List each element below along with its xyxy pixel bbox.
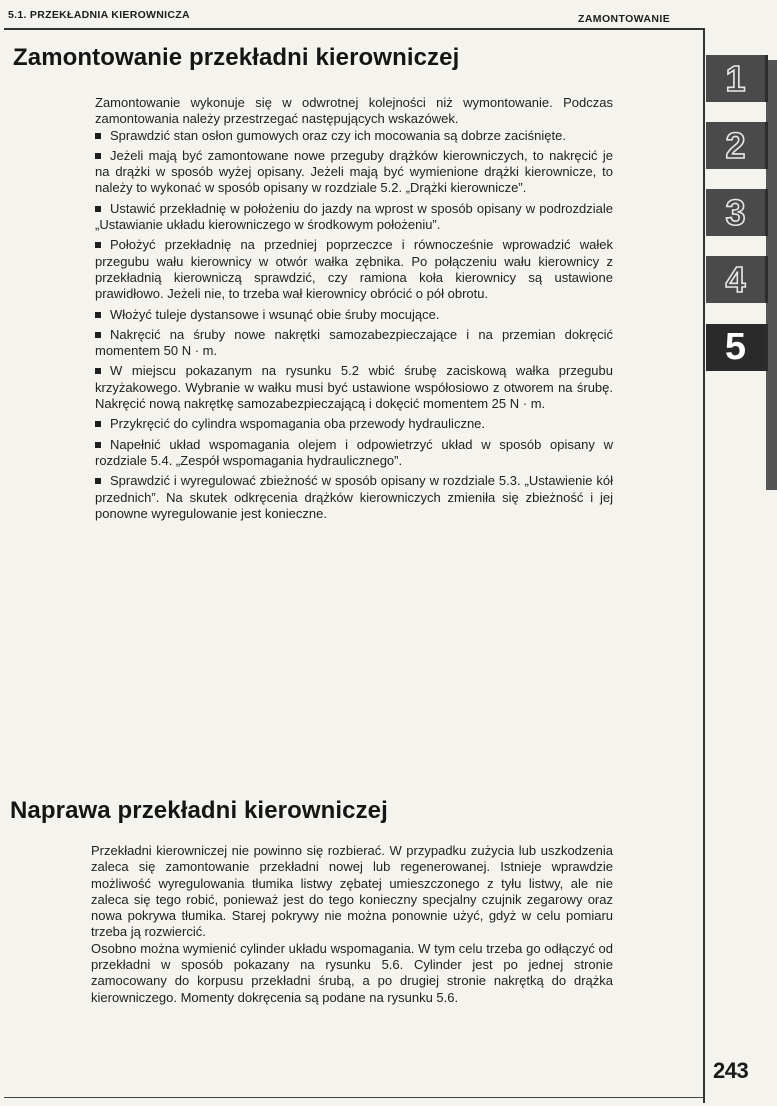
square-bullet-icon <box>95 478 101 484</box>
assembly-instructions <box>95 95 613 526</box>
page-edge-strip <box>766 60 777 490</box>
bullet-item: Włożyć tuleje dystansowe i wsunąć obie śruby mocujące. <box>95 307 613 323</box>
chapter-tab-1: 1 <box>706 55 765 102</box>
footer-rule <box>4 1097 704 1098</box>
repair-instructions <box>91 843 613 1006</box>
chapter-tab-2: 2 <box>706 122 765 169</box>
repair-paragraph: Przekładni kierowniczej nie powinno się rozbierać. W przypadku zużycia lub uszkodzenia zaleca się zamontowanie przekładni nowej lub regenerowanej. Istnieje wprawdzie możliwość wyregulowania tłumika listwy zębatej umieszczonego z tyłu listwy, ale nie zaleca się tego robić, ponieważ jest do tego konieczny specjalny czujnik zegarowy oraz nowa pokrywa tłumika. Starej pokrywy nie można ponownie użyć, gdyż w celu pomiaru trzeba ją rozwiercić. <box>91 843 613 940</box>
margin-rule <box>703 28 705 1103</box>
bullet-item: Sprawdzić i wyregulować zbieżność w sposób opisany w rozdziale 5.3. „Ustawienie kół przednich”. Na skutek odkręcenia drążków kierowniczych zmieniła się zbieżność i jej ponowne wyregulowanie jest konieczne. <box>95 473 613 521</box>
chapter-tab-5-active: 5 <box>706 324 765 371</box>
bullet-item: Położyć przekładnię na przedniej poprzeczce i równocześnie wprowadzić wałek przegubu wału kierownicy w otwór wałka zębnika. Po połączeniu wału kierownicy z przekładnią kierowniczą sprawdzić, czy ramiona koła kierownicy są ustawione prawidłowo. Jeżeli nie, to trzeba wał kierownicy obrócić o pół obrotu. <box>95 237 613 302</box>
page-number: 243 <box>713 1058 749 1083</box>
bullet-item: Przykręcić do cylindra wspomagania oba przewody hydrauliczne. <box>95 416 613 432</box>
square-bullet-icon <box>95 242 101 248</box>
bullet-item: Napełnić układ wspomagania olejem i odpowietrzyć układ w sposób opisany w rozdziale 5.4. „Zespół wspomagania hydraulicznego”. <box>95 436 613 468</box>
bullet-item: Nakręcić na śruby nowe nakrętki samozabezpieczające i na przemian dokręcić momentem 50 N · m. <box>95 326 613 359</box>
square-bullet-icon <box>95 206 101 212</box>
running-header-chapter: ZAMONTOWANIE <box>578 13 671 25</box>
square-bullet-icon <box>95 312 101 318</box>
chapter-tab-3: 3 <box>706 189 765 236</box>
chapter-tab-4: 4 <box>706 256 765 303</box>
bullet-item: Sprawdzić stan osłon gumowych oraz czy ich mocowania są dobrze zaciśnięte. <box>95 128 613 144</box>
square-bullet-icon <box>95 368 101 374</box>
intro-paragraph: Zamontowanie wykonuje się w odwrotnej kolejności niż wymontowanie. Podczas zamontowania należy przestrzegać następujących wskazówek. <box>95 95 613 127</box>
section-title-repair: Naprawa przekładni kierowniczej <box>10 797 388 824</box>
square-bullet-icon <box>95 133 101 139</box>
bullet-item: W miejscu pokazanym na rysunku 5.2 wbić śrubę zaciskową wałka przegubu krzyżakowego. Wybranie w wałku musi być ustawione współosiowo z otworem na śrubę. Nakręcić nową nakrętkę samozabezpieczającą i dokęcić momentem 25 N · m. <box>95 363 613 412</box>
square-bullet-icon <box>95 421 101 427</box>
header-rule <box>4 28 704 30</box>
square-bullet-icon <box>95 332 101 338</box>
bullet-item: Ustawić przekładnię w położeniu do jazdy na wprost w sposób opisany w podrozdziale „Ustawianie układu kierowniczego w środkowym położeniu”. <box>95 200 613 233</box>
running-header-section: 5.1. PRZEKŁADNIA KIEROWNICZA <box>8 9 190 21</box>
repair-paragraph: Osobno można wymienić cylinder układu wspomagania. W tym celu trzeba go odłączyć od przekładni w sposób pokazany na rysunku 5.6. Cylinder jest po jednej stronie zamocowany do korpusu przekładni śrubą, a po drugiej stronie nakrętką do drążka kierowniczego. Momenty dokręcenia są podane na rysunku 5.6. <box>91 940 613 1005</box>
section-title-assembly: Zamontowanie przekładni kierowniczej <box>13 44 460 71</box>
square-bullet-icon <box>95 442 101 448</box>
square-bullet-icon <box>95 153 101 159</box>
bullet-item: Jeżeli mają być zamontowane nowe przeguby drążków kierowniczych, to nakręcić je na drążki w sposób wyżej opisany. Jeżeli mają być wymienione drążki kierownicze, to należy to wykonać w sposób opisany w rozdziale 5.2. „Drążki kierownicze”. <box>95 147 613 196</box>
